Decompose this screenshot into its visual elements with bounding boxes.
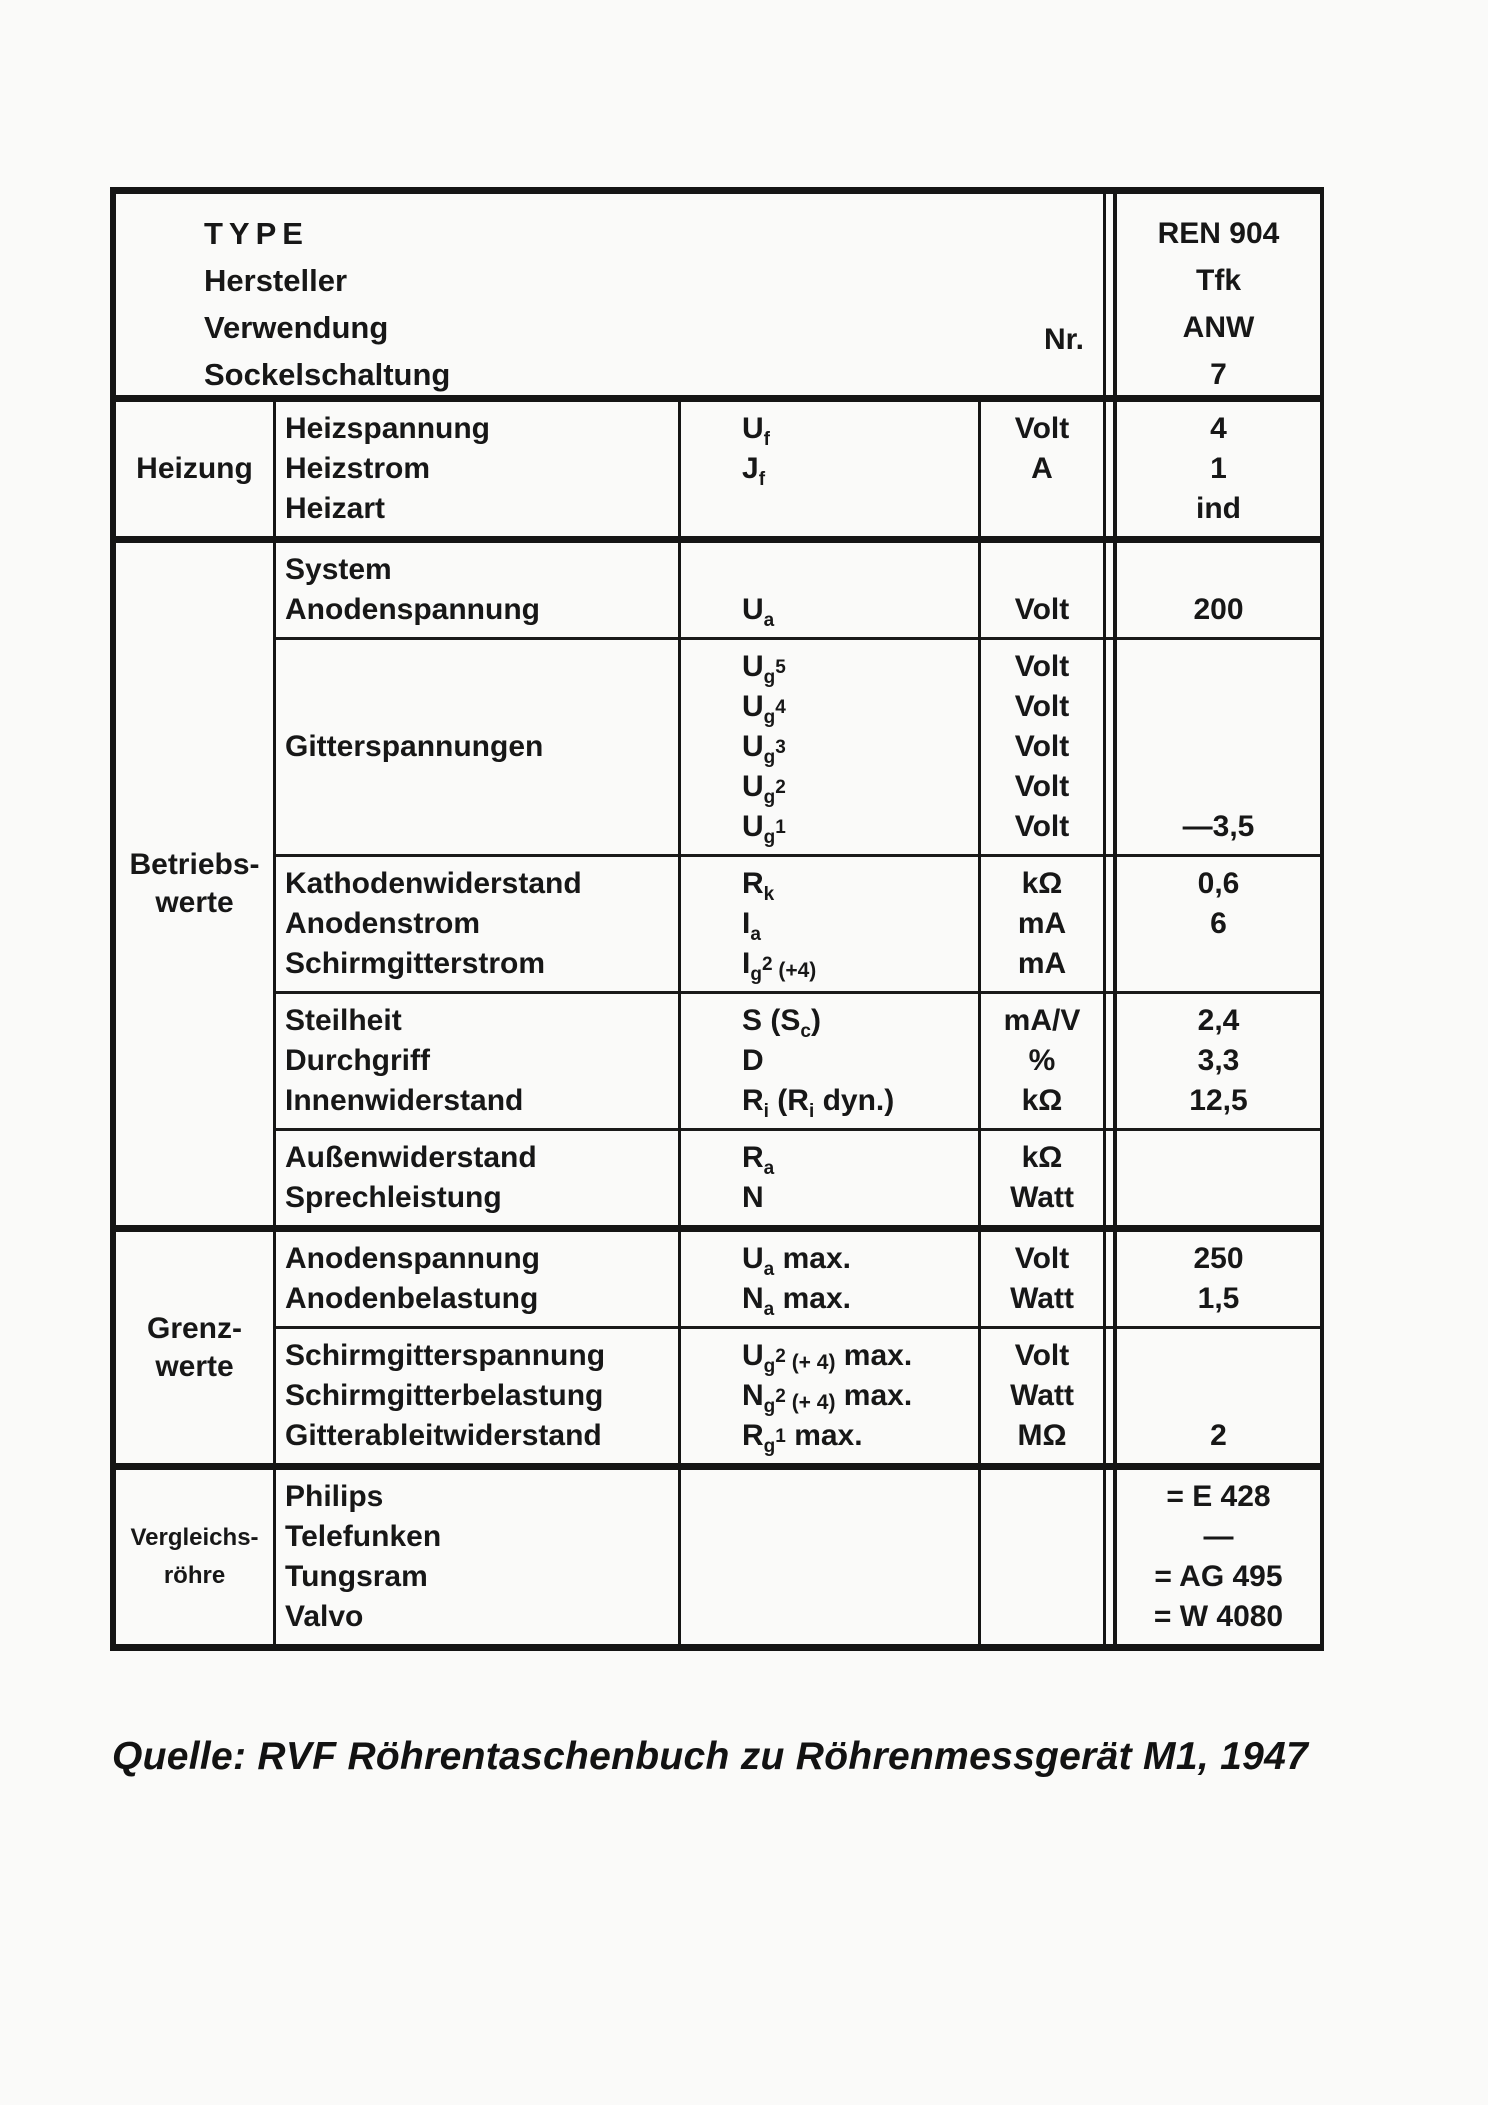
table-row [678, 409, 1324, 449]
rows-stack [678, 647, 1324, 847]
symbol-cell [678, 1477, 978, 1517]
value-cell: = AG 495 [1154, 1560, 1283, 1593]
unit-cell: Watt [1010, 1181, 1074, 1214]
symbol-segment: i [808, 1101, 815, 1122]
symbol-segment: g [763, 707, 776, 728]
symbol-cell [678, 409, 978, 449]
value-cell: 2,4 [1197, 1004, 1240, 1037]
value-cell: 200 [1193, 593, 1244, 626]
table-row [678, 1279, 1324, 1319]
parameter-label: Gitterspannungen [285, 730, 544, 763]
section-body [273, 402, 1324, 536]
header-value-cell [1113, 194, 1324, 395]
parameter-label: Valvo [285, 1600, 364, 1633]
symbol-segment: 2 [761, 954, 773, 975]
symbol-segment: a [763, 610, 775, 631]
parameter-label: Innenwiderstand [285, 1084, 524, 1117]
unit-cell: kΩ [1021, 1084, 1063, 1117]
parameter-cell [273, 864, 678, 984]
value-cell [1113, 1178, 1324, 1218]
symbol-segment: i [763, 1101, 769, 1122]
tube-socket-value: 7 [1210, 358, 1227, 391]
value-cell [1113, 767, 1324, 807]
value-cell: —3,5 [1182, 810, 1255, 843]
unit-cell: mA/V [1003, 1004, 1081, 1037]
symbol-segment: k [763, 884, 775, 905]
section-label-line: werte [155, 1349, 234, 1383]
table-row [678, 1138, 1324, 1178]
rows-stack [678, 1001, 1324, 1121]
symbol-segment: (+4) [772, 959, 817, 982]
table-row [678, 1376, 1324, 1416]
value-box-right-border [1320, 194, 1324, 1644]
parameter-cell [273, 550, 678, 630]
parameter-label: Steilheit [285, 1004, 402, 1037]
table-row [678, 590, 1324, 630]
table-row [678, 1336, 1324, 1376]
unit-cell: Volt [1014, 770, 1070, 803]
symbol-segment: R [742, 1141, 764, 1174]
table-row [678, 449, 1324, 489]
symbol-cell [678, 864, 978, 904]
symbol-segment: g [763, 747, 776, 768]
symbol-segment: N [742, 1379, 764, 1412]
rows-stack [678, 1138, 1324, 1218]
value-cell [1113, 550, 1324, 590]
symbol-segment: max. [835, 1339, 913, 1372]
table-row [678, 1001, 1324, 1041]
unit-cell: Volt [1014, 730, 1070, 763]
symbol-segment: U [742, 593, 764, 626]
parameter-label: Heizspannung [285, 412, 491, 445]
table-row [678, 647, 1324, 687]
symbol-cell [678, 1597, 978, 1637]
value-cell: ind [1196, 492, 1241, 525]
symbol-segment: 2 [775, 1386, 786, 1407]
symbol-cell [678, 904, 978, 944]
symbol-cell [678, 1376, 978, 1416]
symbol-segment: I [742, 907, 751, 940]
source-caption: Quelle: RVF Röhrentaschenbuch zu Röhrenmessgerät M1, 1947 [112, 1735, 1309, 1778]
symbol-segment: (+ 4) [785, 1351, 836, 1374]
unit-cell: Volt [1014, 1339, 1070, 1372]
parameter-label: Tungsram [285, 1560, 428, 1593]
symbol-segment: max. [774, 1282, 851, 1315]
symbol-segment: R [742, 1419, 764, 1452]
parameter-label: Anodenbelastung [285, 1282, 539, 1315]
symbol-segment: 2 [775, 777, 786, 798]
unit-cell: Watt [1010, 1282, 1074, 1315]
section-label [116, 1470, 273, 1644]
tube-manufacturer-value: Tfk [1196, 264, 1241, 297]
column-divider-symbol [978, 395, 981, 1644]
symbol-segment: U [742, 730, 764, 763]
header-type-label: TYPE [204, 216, 309, 251]
symbol-cell [678, 550, 978, 590]
symbol-segment: g [763, 787, 776, 808]
symbol-cell [678, 489, 978, 529]
parameter-label: Schirmgitterspannung [285, 1339, 606, 1372]
unit-cell: Volt [1014, 593, 1070, 626]
parameter-label: Kathodenwiderstand [285, 867, 582, 900]
unit-cell: kΩ [1021, 867, 1063, 900]
value-cell: = W 4080 [1153, 1600, 1284, 1633]
symbol-segment: D [742, 1044, 764, 1077]
unit-cell: A [1031, 452, 1053, 485]
value-cell [1113, 647, 1324, 687]
row-group [273, 640, 1324, 857]
symbol-cell [678, 944, 978, 984]
table-row [678, 687, 1324, 727]
symbol-segment: g [750, 964, 762, 985]
column-divider-parameter [678, 395, 681, 1644]
symbol-cell [678, 727, 978, 767]
header-verwendung-label: Verwendung [204, 310, 389, 345]
symbol-segment: g [763, 827, 776, 848]
symbol-segment: ) [810, 1004, 821, 1037]
symbol-cell [678, 687, 978, 727]
header-hersteller-label: Hersteller [204, 263, 348, 298]
unit-cell: MΩ [1017, 1419, 1067, 1452]
unit-cell: mA [1017, 947, 1067, 980]
unit-cell: kΩ [1021, 1141, 1063, 1174]
symbol-segment: J [742, 452, 759, 485]
table-row [678, 1517, 1324, 1557]
table-header [116, 194, 1324, 402]
section-betriebswerte [116, 543, 1324, 1232]
section-heizung [116, 402, 1324, 543]
symbol-segment: (+ 4) [785, 1391, 836, 1414]
symbol-segment: U [742, 1242, 764, 1275]
symbol-segment: R [742, 867, 764, 900]
value-cell: = E 428 [1166, 1480, 1271, 1513]
value-cell: 6 [1210, 907, 1227, 940]
row-group [273, 402, 1324, 536]
table-row [678, 1597, 1324, 1637]
unit-cell [978, 489, 1106, 529]
symbol-segment: a [763, 1299, 775, 1320]
symbol-cell [678, 1178, 978, 1218]
parameter-cell [273, 1336, 678, 1456]
unit-cell: Volt [1014, 1242, 1070, 1275]
parameter-label: System [285, 553, 392, 586]
value-cell [1113, 944, 1324, 984]
header-sockelschaltung-label: Sockelschaltung [204, 357, 451, 392]
parameter-label: Anodenstrom [285, 907, 480, 940]
section-body [273, 1232, 1324, 1463]
unit-cell: mA [1017, 907, 1067, 940]
parameter-label: Heizstrom [285, 452, 431, 485]
section-grenzwerte [116, 1232, 1324, 1470]
unit-cell [978, 1597, 1106, 1637]
symbol-segment: N [742, 1181, 764, 1214]
parameter-label: Schirmgitterstrom [285, 947, 546, 980]
parameter-cell [273, 1138, 678, 1218]
table-row [678, 1239, 1324, 1279]
row-group [273, 1232, 1324, 1329]
section-label [116, 543, 273, 1225]
symbol-segment: 4 [775, 697, 786, 718]
symbol-cell [678, 1081, 978, 1121]
value-cell [1113, 687, 1324, 727]
section-label-line: werte [155, 886, 234, 919]
symbol-cell [678, 1557, 978, 1597]
symbol-segment: U [742, 412, 764, 445]
symbol-segment: a [763, 1158, 775, 1179]
section-label-line: Grenz- [146, 1311, 242, 1345]
tube-usage-value: ANW [1182, 311, 1255, 344]
value-cell: 2 [1210, 1419, 1227, 1452]
rows-stack [678, 550, 1324, 630]
tube-data-table [110, 187, 1324, 1651]
symbol-segment: 5 [775, 657, 786, 678]
table-row [678, 904, 1324, 944]
value-cell [1113, 1376, 1324, 1416]
unit-cell [978, 1477, 1106, 1517]
symbol-segment: a [763, 1259, 775, 1280]
value-cell: 4 [1210, 412, 1227, 445]
symbol-segment: 1 [775, 1426, 786, 1447]
table-row [678, 944, 1324, 984]
table-row [678, 1416, 1324, 1456]
value-cell: 1,5 [1197, 1282, 1240, 1315]
value-cell: 3,3 [1197, 1044, 1240, 1077]
tube-type-value: REN 904 [1157, 217, 1280, 250]
table-row [678, 807, 1324, 847]
table-row [678, 489, 1324, 529]
row-group [273, 857, 1324, 994]
parameter-cell [273, 1477, 678, 1637]
parameter-cell [273, 409, 678, 529]
symbol-cell [678, 1517, 978, 1557]
rows-stack [678, 409, 1324, 529]
symbol-segment: U [742, 650, 764, 683]
parameter-cell [273, 1239, 678, 1319]
section-label-line: Betriebs- [129, 848, 260, 881]
symbol-segment: max. [785, 1419, 863, 1452]
symbol-segment: (R [768, 1084, 809, 1117]
table-row [678, 550, 1324, 590]
section-label-line: Vergleichs- [130, 1524, 259, 1551]
unit-cell: Volt [1014, 810, 1070, 843]
unit-cell: Watt [1010, 1379, 1074, 1412]
symbol-cell [678, 1279, 978, 1319]
parameter-label: Heizart [285, 492, 386, 525]
symbol-cell [678, 1416, 978, 1456]
symbol-segment: U [742, 690, 764, 723]
parameter-label: Außenwiderstand [285, 1141, 537, 1174]
symbol-segment: a [750, 924, 761, 945]
rows-stack [678, 1477, 1324, 1637]
parameter-cell [273, 647, 678, 847]
section-label-line: röhre [163, 1562, 226, 1589]
unit-cell: Volt [1014, 412, 1070, 445]
value-cell: 12,5 [1189, 1084, 1248, 1117]
symbol-segment: max. [774, 1242, 851, 1275]
parameter-label: Durchgriff [285, 1044, 430, 1077]
symbol-segment: 3 [775, 737, 786, 758]
parameter-label: Schirmgitterbelastung [285, 1379, 604, 1412]
table-row [678, 864, 1324, 904]
symbol-segment: R [742, 1084, 764, 1117]
symbol-segment: f [758, 469, 766, 490]
symbol-cell [678, 1336, 978, 1376]
symbol-segment: g [763, 1396, 776, 1417]
symbol-segment: I [742, 947, 751, 980]
symbol-segment: U [742, 770, 764, 803]
symbol-segment: g [763, 1356, 776, 1377]
unit-cell [978, 550, 1106, 590]
symbol-cell [678, 449, 978, 489]
parameter-label: Anodenspannung [285, 1242, 540, 1275]
parameter-cell [273, 1001, 678, 1121]
table-row [678, 1477, 1324, 1517]
parameter-label: Telefunken [285, 1520, 442, 1553]
row-group [273, 1329, 1324, 1463]
table-row [678, 767, 1324, 807]
table-row [678, 1081, 1324, 1121]
value-cell [1113, 1138, 1324, 1178]
section-label-line: Heizung [136, 452, 253, 485]
row-group [273, 1131, 1324, 1225]
symbol-segment: U [742, 810, 764, 843]
symbol-cell [678, 590, 978, 630]
symbol-segment: S (S [742, 1004, 801, 1037]
symbol-segment: dyn.) [814, 1084, 895, 1117]
symbol-segment: 1 [775, 817, 786, 838]
symbol-segment: f [763, 429, 770, 450]
table-row [678, 1178, 1324, 1218]
symbol-segment: U [742, 1339, 764, 1372]
row-group [273, 994, 1324, 1131]
symbol-cell [678, 1239, 978, 1279]
section-vergleichsroehre [116, 1470, 1324, 1644]
value-cell: 1 [1210, 452, 1227, 485]
symbol-cell [678, 1041, 978, 1081]
symbol-segment: g [763, 1436, 776, 1457]
symbol-cell [678, 1138, 978, 1178]
rows-stack [678, 864, 1324, 984]
column-divider-section [273, 395, 276, 1644]
section-body [273, 543, 1324, 1225]
row-group [273, 543, 1324, 640]
symbol-segment: g [763, 667, 776, 688]
value-cell: 250 [1193, 1242, 1244, 1275]
section-label [116, 402, 273, 536]
unit-cell: % [1028, 1044, 1056, 1077]
value-cell: — [1203, 1520, 1234, 1553]
table-row [678, 1557, 1324, 1597]
value-cell: 0,6 [1197, 867, 1240, 900]
symbol-segment: N [742, 1282, 764, 1315]
symbol-segment: c [800, 1021, 811, 1042]
section-label [116, 1232, 273, 1463]
unit-cell [978, 1557, 1106, 1597]
parameter-label: Anodenspannung [285, 593, 540, 626]
row-group [273, 1470, 1324, 1644]
unit-cell: Volt [1014, 650, 1070, 683]
symbol-segment: 2 [775, 1346, 786, 1367]
parameter-label: Gitterableitwiderstand [285, 1419, 602, 1452]
unit-cell [978, 1517, 1106, 1557]
parameter-label: Philips [285, 1480, 384, 1513]
header-label-cell [116, 194, 1106, 395]
rows-stack [678, 1239, 1324, 1319]
parameter-label: Sprechleistung [285, 1181, 502, 1214]
column-divider-unit [1103, 194, 1106, 1644]
section-body [273, 1470, 1324, 1644]
symbol-cell [678, 1001, 978, 1041]
symbol-cell [678, 807, 978, 847]
value-cell [1113, 727, 1324, 767]
value-cell [1113, 1336, 1324, 1376]
symbol-segment: max. [835, 1379, 913, 1412]
symbol-cell [678, 647, 978, 687]
symbol-cell [678, 767, 978, 807]
value-box-left-border [1113, 194, 1117, 1644]
unit-cell: Volt [1014, 690, 1070, 723]
table-row [678, 1041, 1324, 1081]
header-nr-label: Nr. [1043, 323, 1084, 356]
table-row [678, 727, 1324, 767]
rows-stack [678, 1336, 1324, 1456]
